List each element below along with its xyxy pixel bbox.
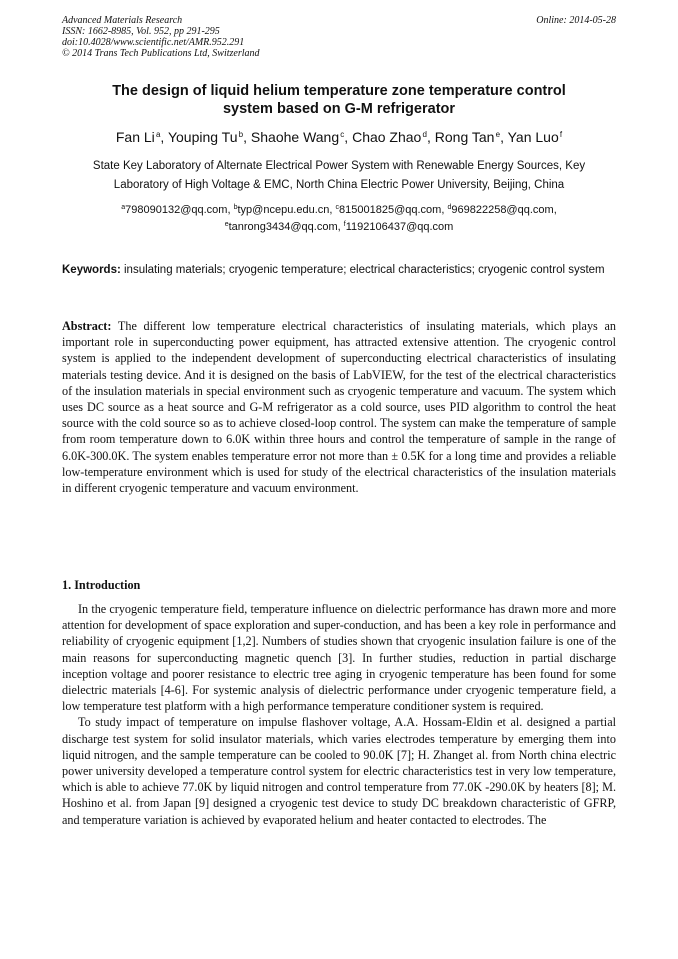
email-superscript: e <box>224 221 229 228</box>
email-address: 798090132@qq.com <box>125 204 228 216</box>
paragraph: To study impact of temperature on impulse flashover voltage, A.A. Hossam-Eldin et al. designed a partial discharge test system for solid insulator materials, which varies electrodes temperature by emerging them into liquid nitrogen, and the sample temperature can be cooled to 90.0K [7]; H. Zhanget al. from North china electric power university developed a temperature control system for electric characteristics test in very low temperature, which is able to achieve 77.0K by liquid nitrogen and control temperature from 77.0K -290.0K by heaters [8]; M. Hoshino et al. from Japan [9] designed a cryogenic test device to study DC breakdown characteristic of GFRP, and temperature variation is achieved by evaporated helium and heater contacted to electrodes. The <box>62 715 616 827</box>
title-line-1: The design of liquid helium temperature zone temperature control <box>112 83 566 99</box>
author-superscript: f <box>559 130 563 139</box>
email-superscript: c <box>335 204 340 211</box>
author-superscript: a <box>155 130 161 139</box>
author-name: Youping Tu <box>167 129 238 145</box>
paragraph: In the cryogenic temperature field, temperature influence on dielectric performance has drawn more and more attention for development of space exploration and super-conduction, and has been a key role in performance and reliability of cryogenic equipment [1,2]. Numbers of studies shown that cryogenic insulation failure is one of the main reasons for superconducting magnetic quench [3]. In further studies, reduction in partial discharge inception voltage and poorer resistance to electric tree aging in cryogenic temperature has been found for some dielectric materials [4-6]. For systemic analysis of dielectric performance under cryogenic temperature field, a low temperature test platform with a high performance temperature conditioner system is required. <box>62 602 616 714</box>
author-superscript: d <box>422 130 427 139</box>
affiliation-line-2: Laboratory of High Voltage & EMC, North China Electric Power University, Beijing, China <box>113 179 565 191</box>
author-name: Chao Zhao <box>352 129 422 145</box>
email-address: 969822258@qq.com <box>451 204 554 216</box>
journal-name: Advanced Materials Research <box>62 15 183 26</box>
title-line-2: system based on G-M refrigerator <box>222 101 456 117</box>
header-left <box>62 15 616 59</box>
abstract-label: Abstract: <box>62 319 112 333</box>
issn-line: ISSN: 1662-8985, Vol. 952, pp 291-295 <box>62 26 220 37</box>
email-address: typ@ncepu.edu.cn <box>237 204 330 216</box>
email-superscript: d <box>447 204 452 211</box>
author-emails <box>62 202 616 236</box>
email-superscript: a <box>121 204 126 211</box>
author-name: Rong Tan <box>434 129 495 145</box>
author-name: Shaohe Wang <box>250 129 340 145</box>
abstract-section <box>62 318 616 496</box>
affiliation-line-1: State Key Laboratory of Alternate Electrical Power System with Renewable Energy Sources, Key <box>92 160 586 172</box>
keywords-section <box>62 262 616 278</box>
keywords-text: insulating materials; cryogenic temperature; electrical characteristics; cryogenic control system <box>124 264 605 276</box>
email-superscript: f <box>343 221 346 228</box>
email-address: 1192106437@qq.com <box>345 221 454 233</box>
author-name: Fan Li <box>115 129 155 145</box>
author-name: Yan Luo <box>507 129 559 145</box>
doi-line: doi:10.4028/www.scientific.net/AMR.952.291 <box>62 37 245 48</box>
copyright-line: © 2014 Trans Tech Publications Ltd, Switzerland <box>62 48 260 59</box>
paper-title <box>62 82 616 118</box>
keywords-label: Keywords: <box>62 264 121 276</box>
abstract-text: The different low temperature electrical characteristics of insulating materials, which plays an important role in superconducting power equipment, has attracted extensive attention. The cryogenic control system is applied to the independent development of superconducting electrical characteristics of insulating materials testing device. And it is designed on the basis of LabVIEW, for the test of the electrical characteristics of the insulation materials in special environment such as cryogenic temperature and vacuum. The system which uses DC source as a heat source and G-M refrigerator as a cold source, uses PID algorithm to control the heat source with the cold source so as to achieve closed-loop control. The system can make the temperature of sample from room temperature down to 6.0K within three hours and control the temperature of sample in the range of 6.0K-300.0K. The system enables temperature error not more than ± 0.5K for a long time and provides a reliable low-temperature environment which is used for study of the electrical characteristics of the insulation materials in different cryogenic temperature and vacuum environment. <box>62 319 616 496</box>
email-address: 815001825@qq.com <box>339 204 442 216</box>
email-line-1: $^a$798090132@qq.com, $^b$typ@ncepu.edu.cn, $^c$815001825@qq.com, $^d$969822258@qq.com, <box>121 204 557 216</box>
email-superscript: b <box>233 204 238 211</box>
affiliation <box>66 157 612 195</box>
section-heading-introduction: 1. Introduction <box>62 578 141 592</box>
author-superscript: b <box>238 130 244 139</box>
introduction-body <box>62 601 616 828</box>
author-list: Fan Li $^a$, Youping Tu $^b$, Shaohe Wang $^c$, Chao Zhao $^d$, Rong Tan $^e$, Yan Luo $^f$ <box>115 129 563 145</box>
journal-header <box>62 15 616 59</box>
online-date: Online: 2014-05-28 <box>536 15 616 26</box>
author-superscript: c <box>340 130 345 139</box>
email-line-2: $^e$tanrong3434@qq.com, $^f$1192106437@qq.com <box>224 221 454 233</box>
author-superscript: e <box>495 130 501 139</box>
email-address: tanrong3434@qq.com <box>228 221 338 233</box>
